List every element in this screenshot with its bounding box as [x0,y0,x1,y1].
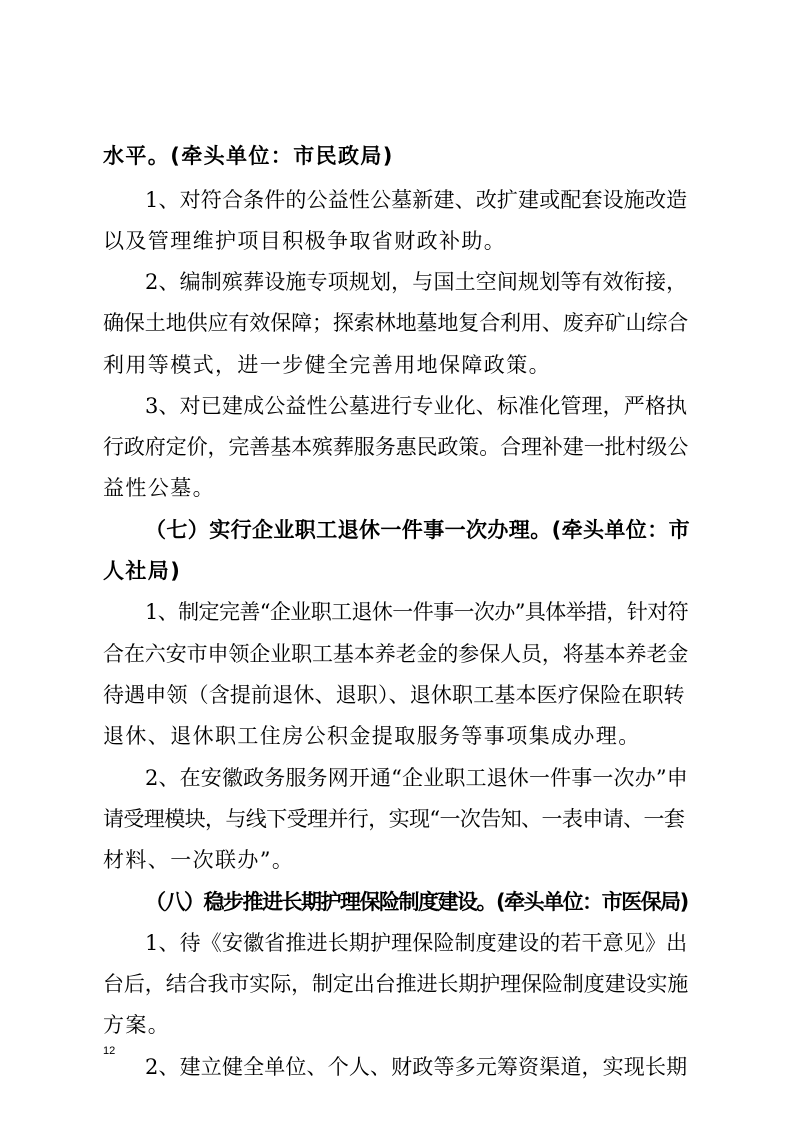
item-1-line-1: 1、对符合条件的公益性公墓新建、改扩建或配套设施改造 [145,188,688,212]
s7-item-1-line-2: 合在六安市申领企业职工基本养老金的参保人员，将基本养老金 [103,642,689,666]
s8-item-1-line-1: 1、待《安徽省推进长期护理保险制度建设的若干意见》出 [145,931,688,955]
s7-item-2-line-1: 2、在安徽政务服务网开通“企业职工退休一件事一次办”申 [145,766,688,790]
item-2-line-3: 利用等模式，进一步健全完善用地保障政策。 [103,353,551,377]
s8-item-2-line-1: 2、建立健全单位、个人、财政等多元筹资渠道，实现长期 [145,1055,688,1079]
section-7-heading-line-1: （七）实行企业职工退休一件事一次办理。(牵头单位：市 [145,518,690,542]
s7-item-2-line-3: 材料、一次联办”。 [103,848,295,872]
s8-item-1-line-2: 台后，结合我市实际，制定出台推进长期护理保险制度建设实施 [103,972,689,996]
item-1-line-2: 以及管理维护项目积极争取省财政补助。 [103,229,507,253]
s8-item-1-line-3: 方案。 [103,1013,171,1037]
page-number: 12 [103,1045,116,1057]
section-7-heading-line-2: 人社局) [103,559,182,583]
item-2-line-2: 确保土地供应有效保障；探索林地墓地复合利用、废弃矿山综合 [103,311,689,335]
item-3-line-3: 益性公墓。 [103,476,215,500]
section-8-heading: （八）稳步推进长期护理保险制度建设。(牵头单位：市医保局) [145,890,688,914]
s7-item-2-line-2: 请受理模块，与线下受理并行，实现“一次告知、一表申请、一套 [103,807,685,831]
line-continuation-heading: 水平。(牵头单位：市民政局) [103,144,394,168]
s7-item-1-line-3: 待遇申领（含提前退休、退职）、退休职工基本医疗保险在职转 [103,683,685,707]
s7-item-1-line-4: 退休、退休职工住房公积金提取服务等事项集成办理。 [103,724,641,748]
item-3-line-2: 行政府定价，完善基本殡葬服务惠民政策。合理补建一批村级公 [103,435,689,459]
s7-item-1-line-1: 1、制定完善“企业职工退休一件事一次办”具体举措，针对符 [145,600,689,624]
item-2-line-1: 2、编制殡葬设施专项规划，与国土空间规划等有效衔接， [145,270,688,294]
item-3-line-1: 3、对已建成公益性公墓进行专业化、标准化管理，严格执 [145,394,688,418]
